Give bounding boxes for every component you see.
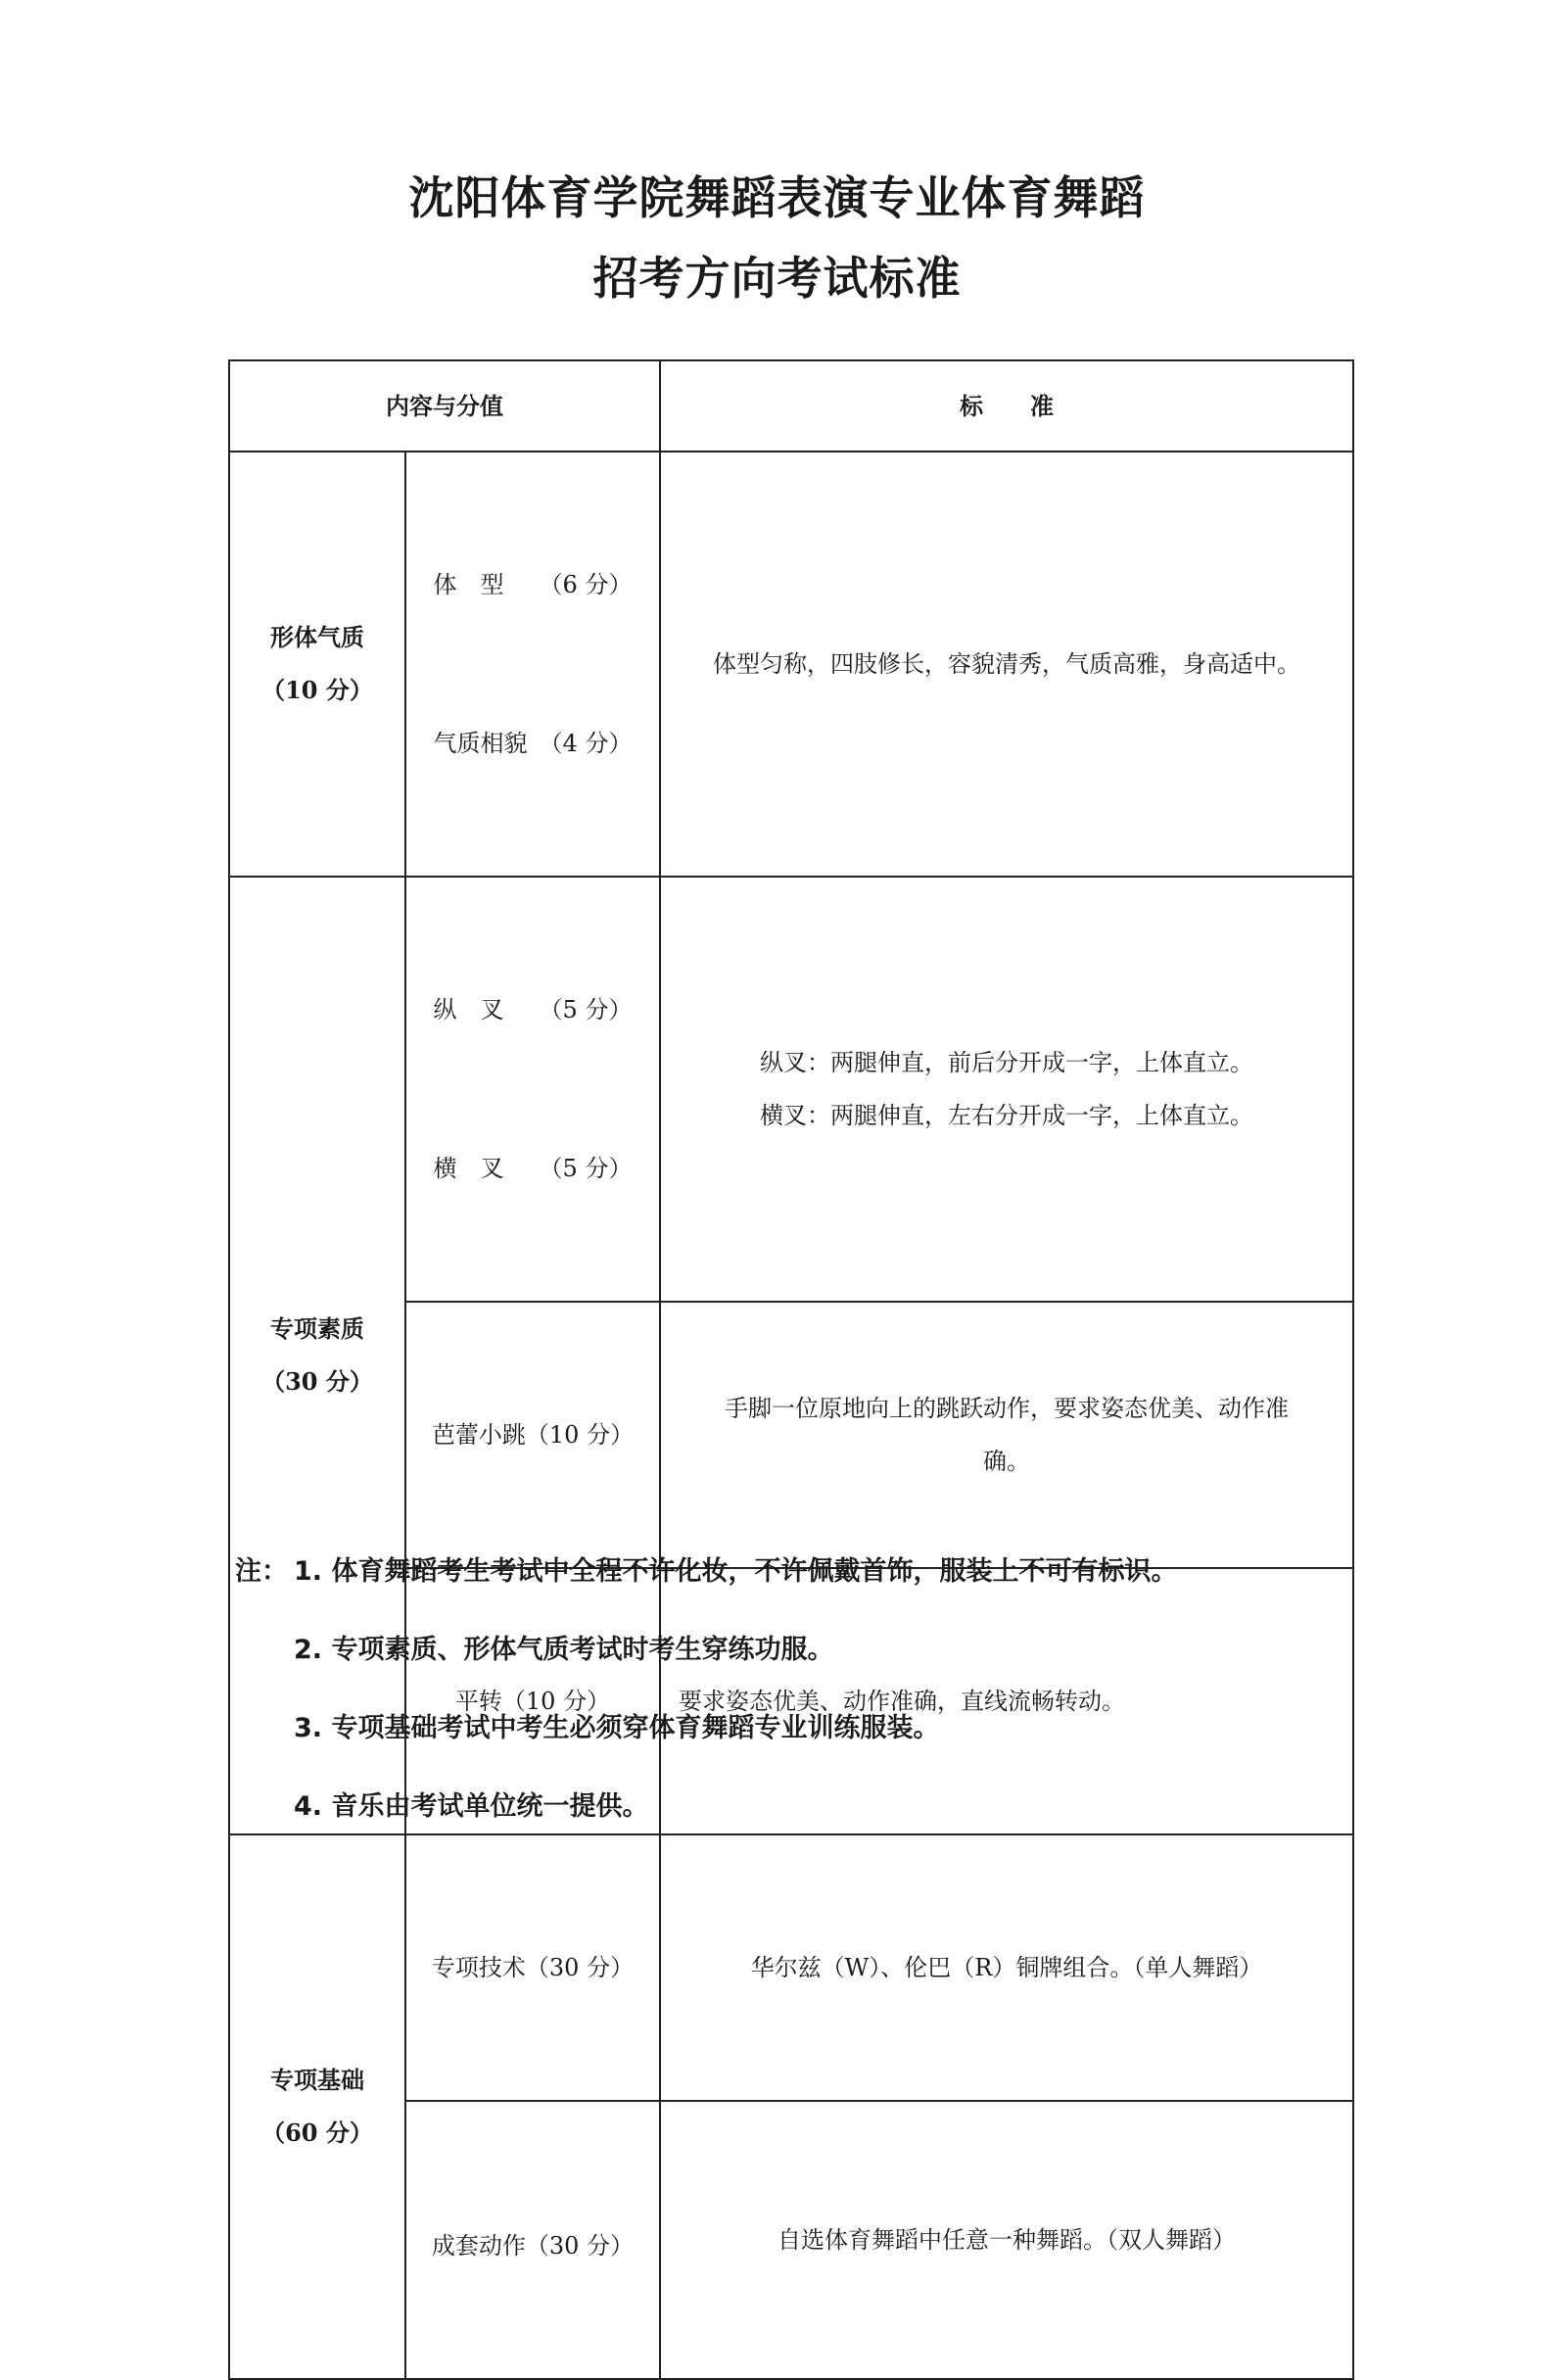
criteria-cell [660,1568,1353,1834]
category-physique [229,452,405,877]
item-label: 气质相貌 （4 分） [433,730,633,757]
item-label: 专项技术（30 分） [431,1954,635,1981]
criteria-text: 自选体育舞蹈中任意一种舞蹈。（双人舞蹈） [777,2226,1236,2254]
item-label: 体 型 （6 分） [433,571,633,598]
header-content-score: 内容与分值 [229,360,660,452]
item-cell [405,877,660,1302]
page-title-line-1: 沈阳体育学院舞蹈表演专业体育舞蹈 [408,171,1146,224]
criteria-text: 要求姿态优美、动作准确，直线流畅转动。 [679,1688,1125,1715]
criteria-cell [660,1834,1353,2101]
note-text: 3. 专项基础考试中考生必须穿体育舞蹈专业训练服装。 [294,1713,940,1743]
criteria-cell [660,452,1353,877]
category-score: （10 分） [261,676,373,704]
criteria-text: 横叉：两腿伸直，左右分开成一字，上体直立。 [760,1102,1253,1129]
page-title-line-2: 招考方向考试标准 [592,252,962,305]
criteria-text: 纵叉：两腿伸直，前后分开成一字，上体直立。 [760,1049,1253,1076]
note-text: 4. 音乐由考试单位统一提供。 [294,1791,649,1822]
standards-table [228,359,1354,2380]
category-label: 形体气质 [270,623,364,651]
criteria-cell [660,1302,1353,1568]
item-label: 纵 叉 （5 分） [433,996,633,1023]
category-score: （30 分） [261,1367,373,1396]
item-label: 芭蕾小跳（10 分） [431,1421,635,1449]
table-row [229,877,1353,1302]
criteria-text: 华尔兹（W）、伦巴（R）铜牌组合。（单人舞蹈） [750,1954,1263,1981]
item-cell [405,1302,660,1568]
item-cell [405,452,660,877]
item-label: 成套动作（30 分） [431,2232,635,2260]
table-row [229,1834,1353,2101]
item-cell [405,1834,660,2101]
category-label: 专项素质 [270,1314,364,1343]
item-label: 平转（10 分） [454,1688,611,1715]
category-label: 专项基础 [270,2066,364,2094]
item-label: 横 叉 （5 分） [433,1155,633,1182]
item-cell [405,2101,660,2379]
note-text: 2. 专项素质、形体气质考试时考生穿练功服。 [294,1635,834,1665]
criteria-text: 手脚一位原地向上的跳跃动作，要求姿态优美、动作准 [725,1395,1289,1422]
table-row [229,452,1353,877]
category-special-basics [229,1834,405,2379]
header-standard: 标 准 [660,360,1353,452]
criteria-text: 体型匀称，四肢修长，容貌清秀，气质高雅，身高适中。 [713,650,1300,678]
notes-label: 注： [235,1556,288,1587]
table-header-row [229,360,1353,452]
criteria-cell [660,877,1353,1302]
note-text: 1. 体育舞蹈考生考试中全程不许化妆，不许佩戴首饰，服装上不可有标识。 [294,1556,1178,1587]
category-special-quality [229,877,405,1834]
category-score: （60 分） [261,2118,373,2147]
criteria-text: 确。 [983,1448,1030,1475]
criteria-cell [660,2101,1353,2379]
